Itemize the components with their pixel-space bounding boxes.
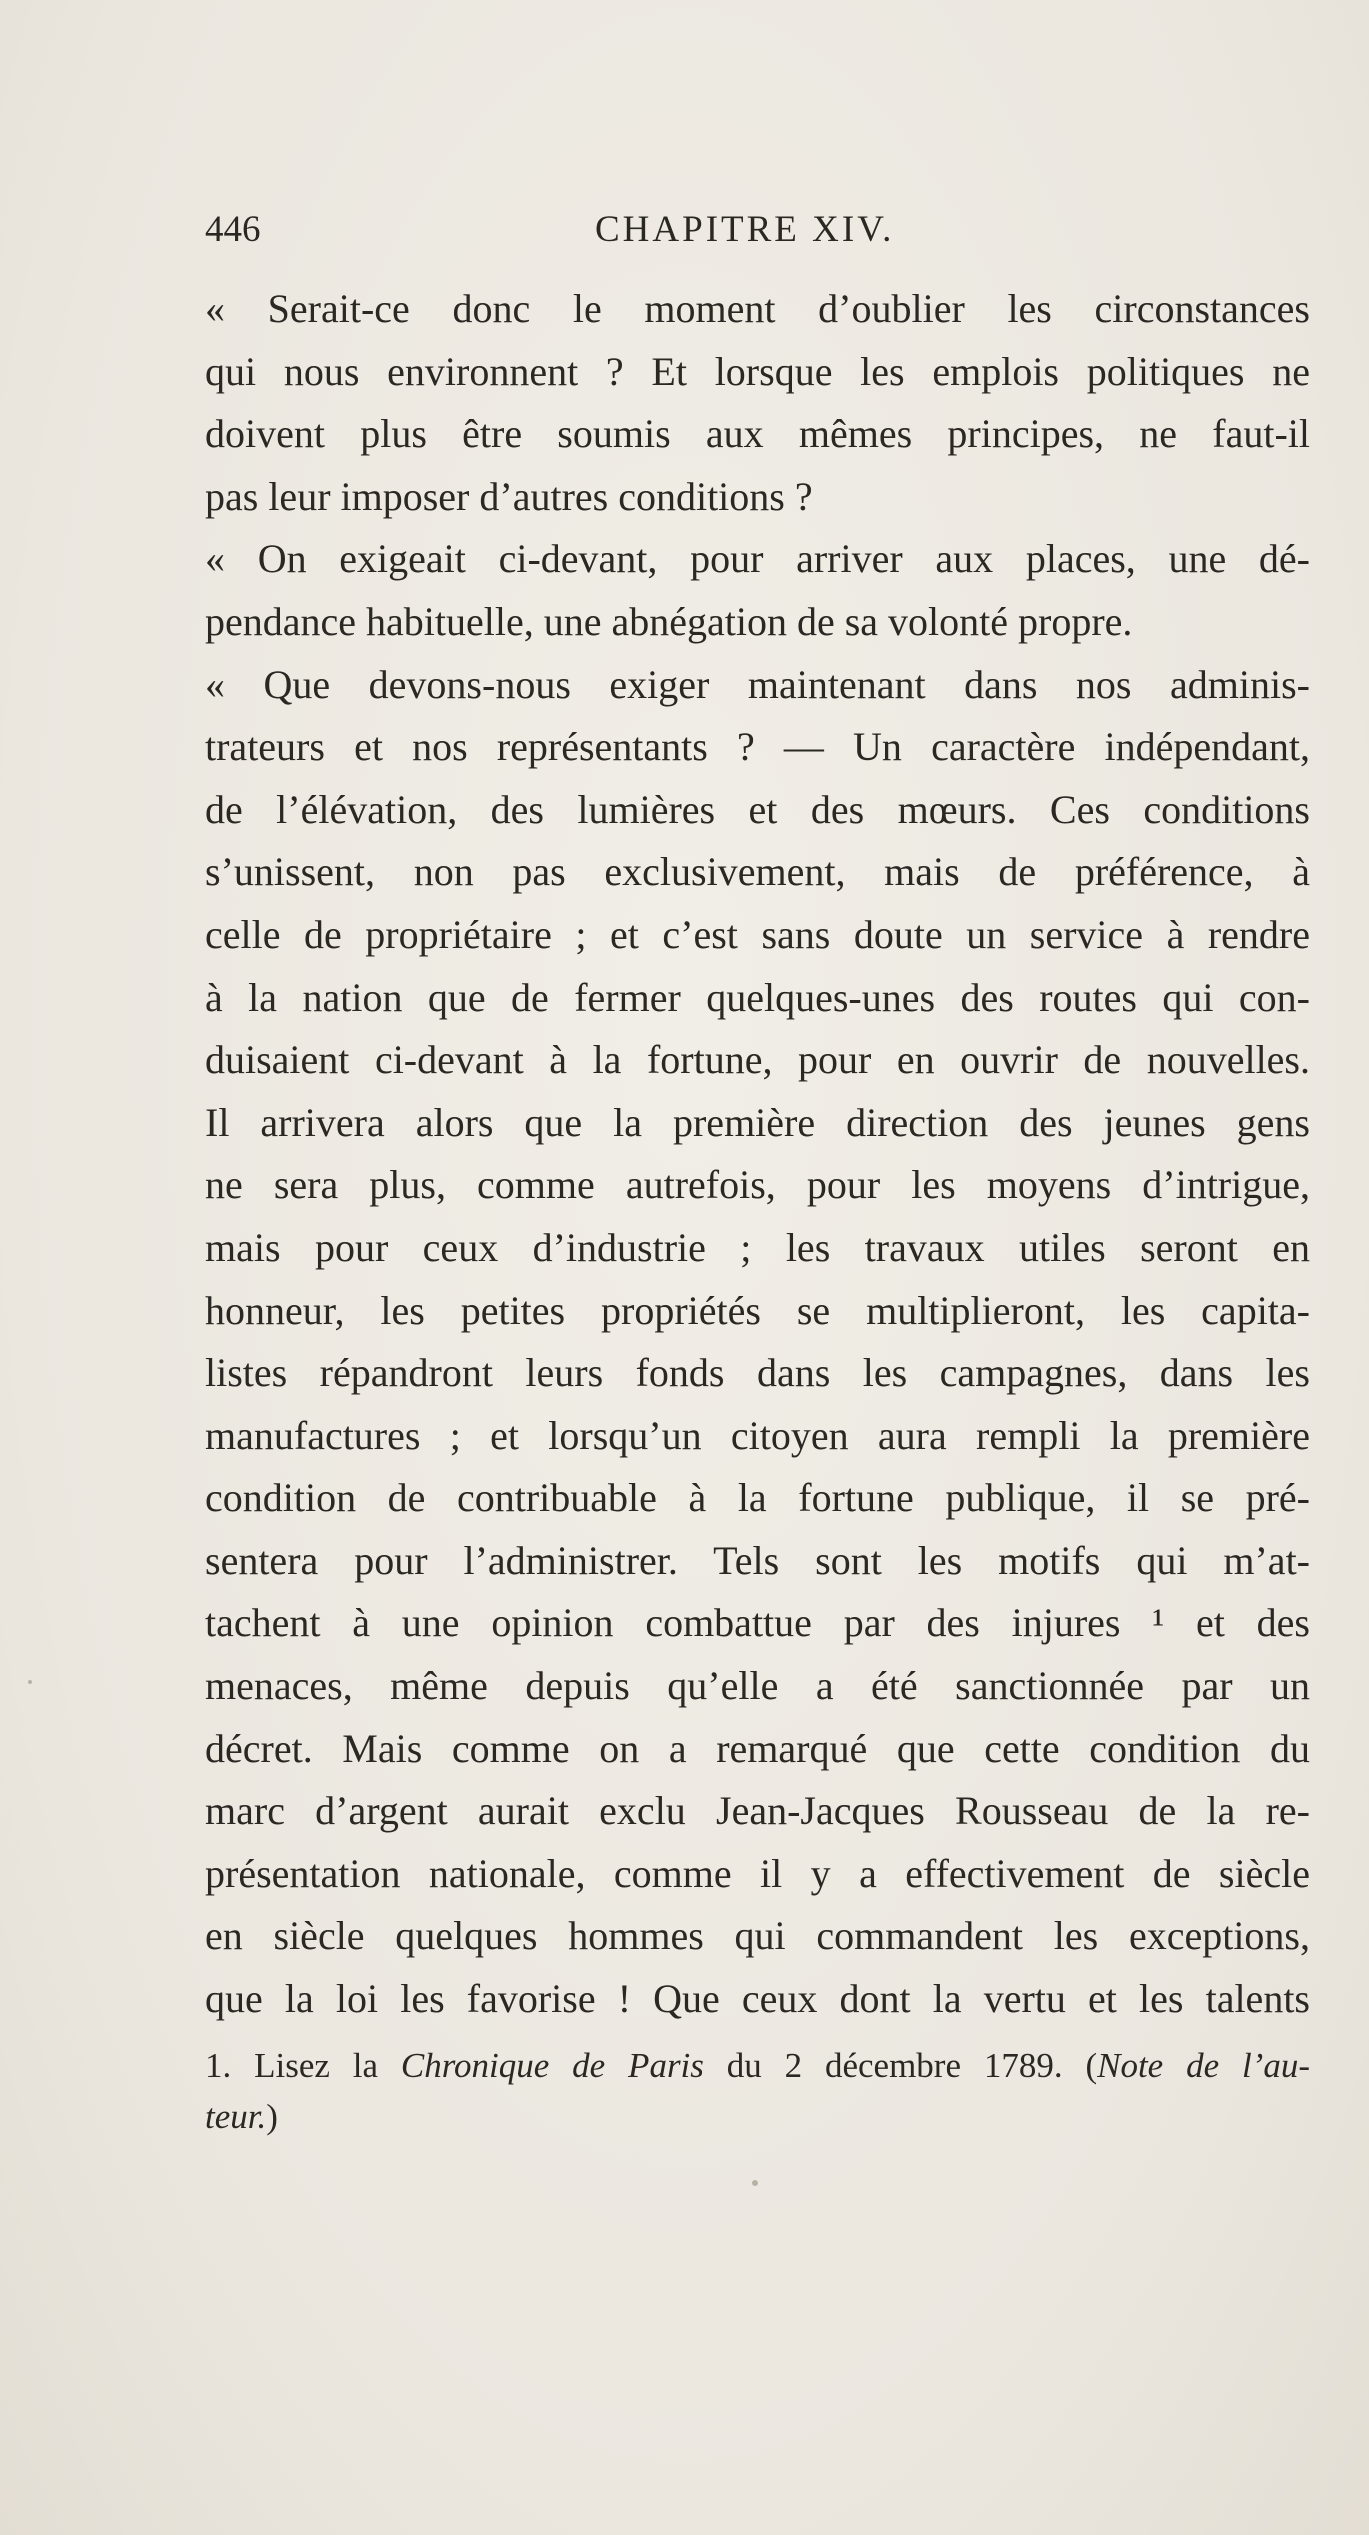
text-line: manufactures ; et lorsqu’un citoyen aura rempli la première <box>205 1412 1310 1458</box>
text-line: « Serait-ce donc le moment d’oublier les circonstances <box>205 286 1310 331</box>
footnote-note-label: teur. <box>205 2097 267 2136</box>
text-line: s’unissent, non pas exclusivement, mais de préférence, à <box>205 849 1310 895</box>
text-line: sentera pour l’administrer. Tels sont les motifs qui m’at- <box>205 1537 1310 1583</box>
text-line: marc d’argent aurait exclu Jean-Jacques Rousseau de la re- <box>205 1788 1310 1834</box>
footnote-note-label: Note de l’au- <box>1097 2046 1310 2085</box>
text-line: doivent plus être soumis aux mêmes principes, ne faut-il <box>205 411 1310 457</box>
footnote <box>205 2040 1310 2142</box>
text-line: « On exigeait ci-devant, pour arriver aux places, une dé- <box>205 536 1310 582</box>
footnote-line <box>205 2091 1310 2142</box>
body-text <box>205 278 1310 2031</box>
text-line: condition de contribuable à la fortune publique, il se pré- <box>205 1475 1310 1521</box>
footnote-text: Lisez la <box>254 2046 379 2085</box>
text-line: qui nous environnent ? Et lorsque les emplois politiques ne <box>205 348 1310 394</box>
paper-speck <box>28 1680 32 1684</box>
footnote-marker: 1. <box>205 2046 232 2085</box>
footnote-line <box>205 2040 1310 2091</box>
text-line: ne sera plus, comme autrefois, pour les moyens d’intrigue, <box>205 1162 1310 1208</box>
text-line: tachent à une opinion combattue par des injures ¹ et des <box>205 1600 1310 1646</box>
text-line: duisaient ci-devant à la fortune, pour en ouvrir de nouvelles. <box>205 1037 1310 1083</box>
text-line: trateurs et nos représentants ? — Un caractère indépendant, <box>205 724 1310 770</box>
text-line: Il arrivera alors que la première direction des jeunes gens <box>205 1099 1310 1145</box>
page-number: 446 <box>205 209 261 250</box>
page-header <box>205 208 1310 258</box>
text-line: pendance habituelle, une abnégation de sa volonté propre. <box>205 598 1133 644</box>
text-line: honneur, les petites propriétés se multiplieront, les capita- <box>205 1287 1310 1333</box>
running-head: CHAPITRE XIV. <box>595 209 895 250</box>
text-line: celle de propriétaire ; et c’est sans doute un service à rendre <box>205 911 1310 957</box>
paper-speck <box>752 2180 758 2186</box>
footnote-text: ) <box>266 2097 278 2136</box>
text-line: mais pour ceux d’industrie ; les travaux utiles seront en <box>205 1224 1310 1270</box>
text-line: présentation nationale, comme il y a effectivement de siècle <box>205 1850 1310 1896</box>
text-line: en siècle quelques hommes qui commandent les exceptions, <box>205 1913 1310 1959</box>
footnote-text: du 2 décembre 1789. ( <box>726 2046 1098 2085</box>
text-line: décret. Mais comme on a remarqué que cette condition du <box>205 1725 1310 1771</box>
text-line: de l’élévation, des lumières et des mœurs. Ces conditions <box>205 786 1310 832</box>
text-line: pas leur imposer d’autres conditions ? <box>205 473 813 519</box>
text-line: menaces, même depuis qu’elle a été sanctionnée par un <box>205 1663 1310 1709</box>
footnote-source-title: Chronique de Paris <box>400 2046 704 2085</box>
text-line: que la loi les favorise ! Que ceux dont la vertu et les talents <box>205 1976 1310 2022</box>
text-line: « Que devons-nous exiger maintenant dans nos adminis- <box>205 661 1310 707</box>
text-line: à la nation que de fermer quelques-unes des routes qui con- <box>205 974 1310 1020</box>
text-line: listes répandront leurs fonds dans les campagnes, dans les <box>205 1350 1310 1396</box>
